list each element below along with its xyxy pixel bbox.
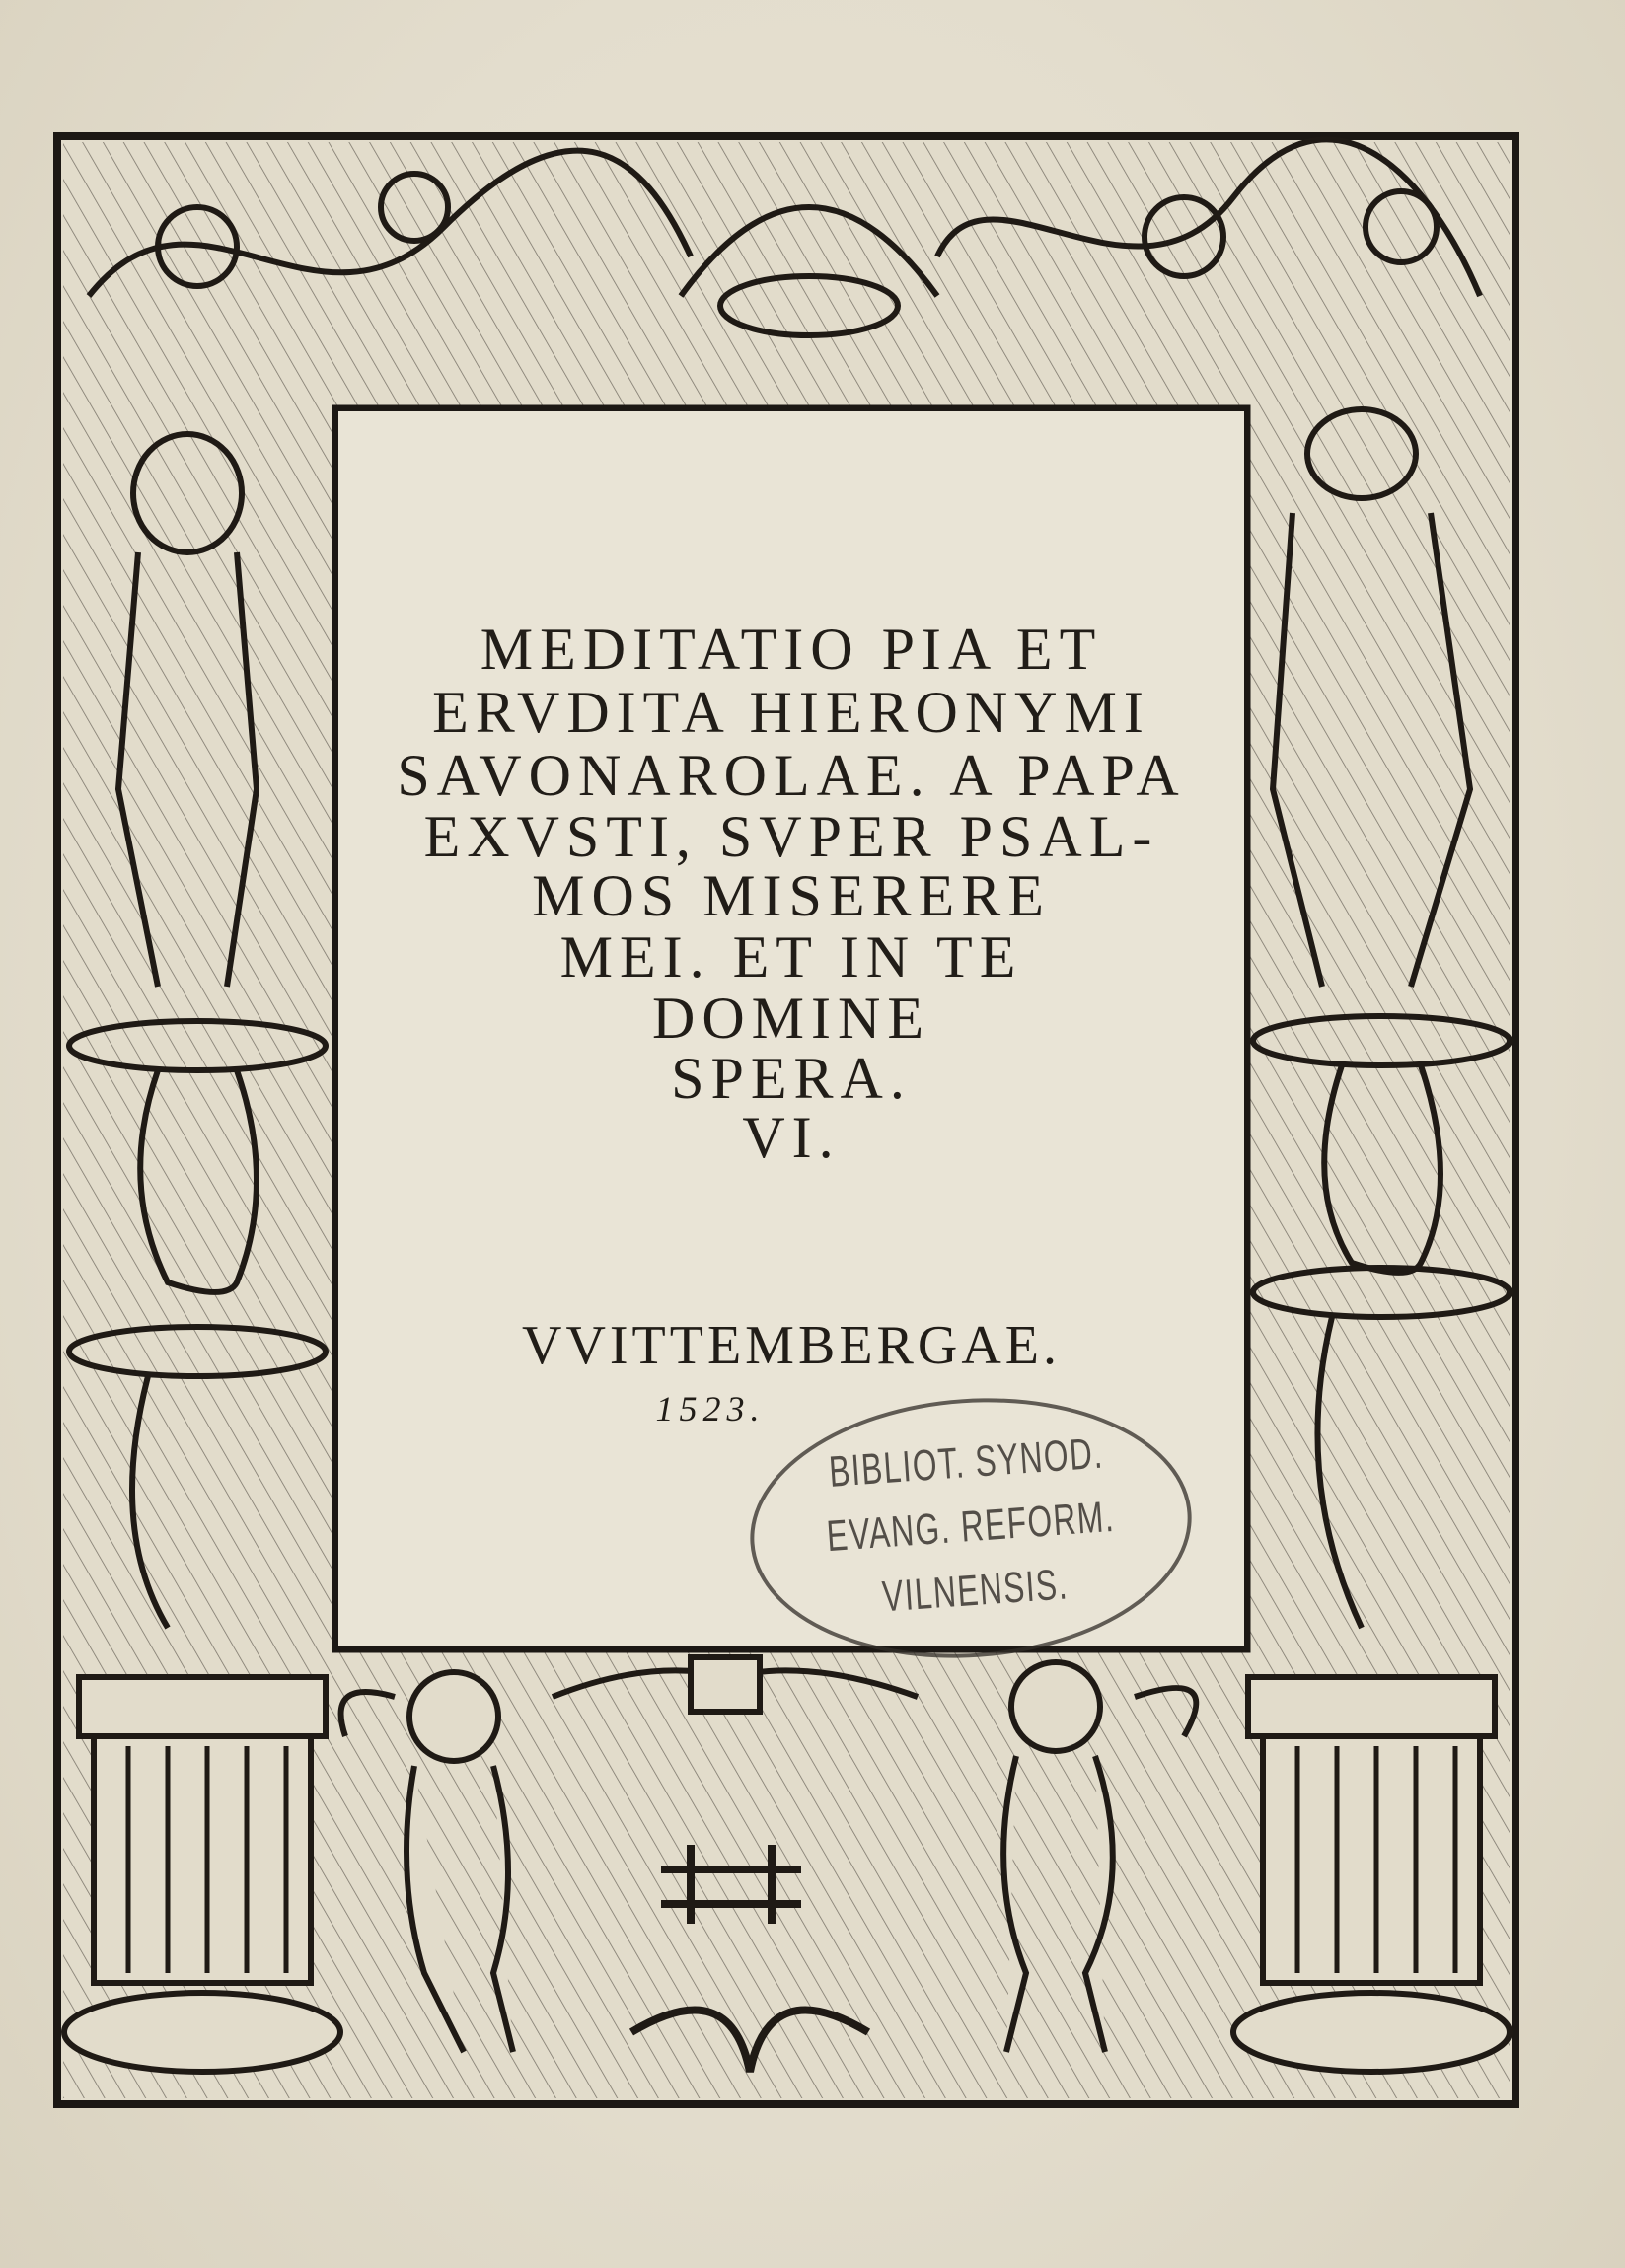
title-line: MOS MISERERE bbox=[532, 863, 1051, 928]
title-line: VI. bbox=[742, 1105, 841, 1170]
imprint-year: 1523. bbox=[655, 1389, 766, 1428]
title-line: SAVONAROLAE. A PAPA bbox=[397, 743, 1186, 808]
title-line: ERVDITA HIERONYMI bbox=[432, 680, 1150, 745]
title-line: MEI. ET IN TE bbox=[559, 924, 1023, 989]
stamp-line: VILNENSIS. bbox=[880, 1560, 1071, 1622]
title-line: DOMINE bbox=[652, 986, 930, 1051]
imprint-place: VVITTEMBERGAE. bbox=[522, 1315, 1061, 1376]
title-line: MEDITATIO PIA ET bbox=[480, 617, 1103, 682]
title-line: EXVSTI, SVPER PSAL- bbox=[423, 804, 1159, 869]
title-line: SPERA. bbox=[671, 1046, 912, 1111]
stamp-line: BIBLIOT. SYNOD. bbox=[827, 1428, 1106, 1497]
stamp-line: EVANG. REFORM. bbox=[825, 1492, 1117, 1562]
library-stamp bbox=[741, 1384, 1200, 1673]
